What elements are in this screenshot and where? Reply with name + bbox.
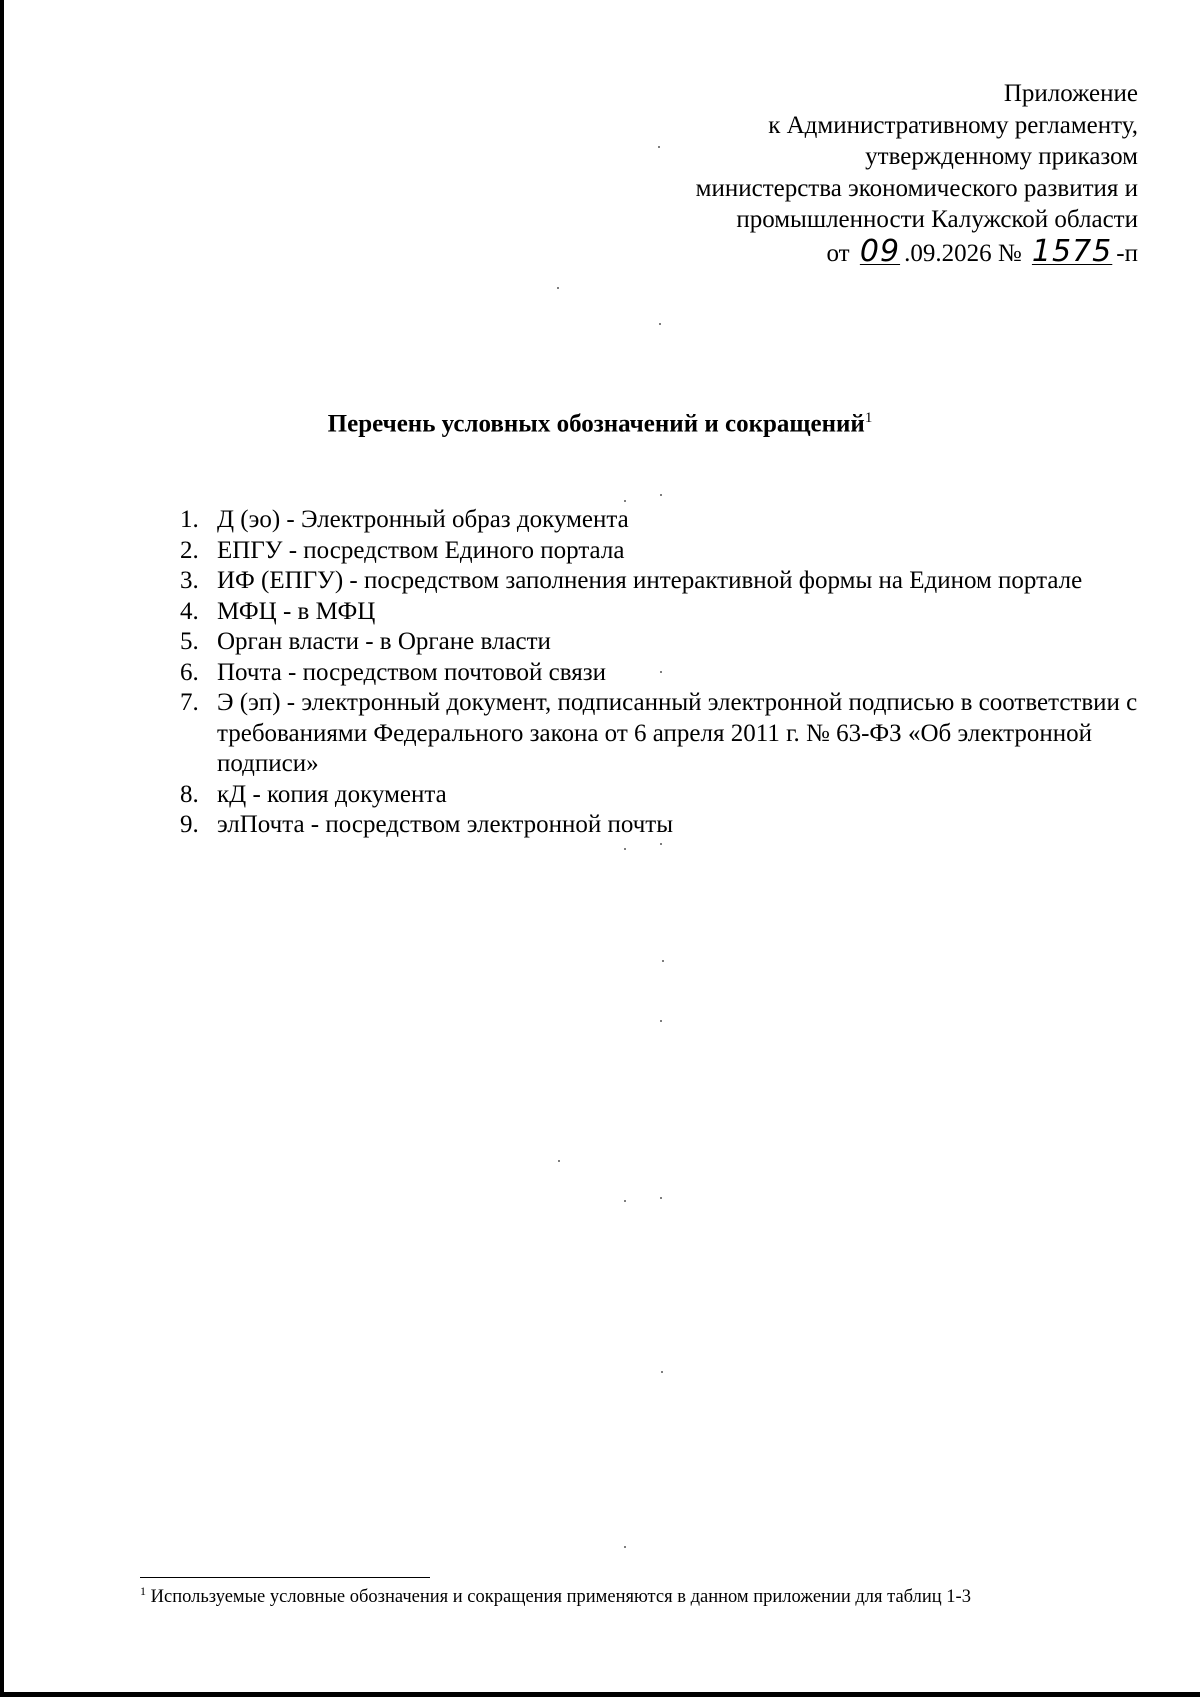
date-prefix: от — [826, 239, 850, 267]
item-number: 3. — [180, 567, 199, 594]
item-number: 1. — [180, 506, 199, 533]
appendix-header — [696, 78, 1138, 269]
order-date-line — [696, 233, 1138, 270]
item-text: ИФ (ЕПГУ) - посредством заполнения интерактивной формы на Едином портале — [217, 567, 1083, 594]
item-text: Э (эп) - электронный документ, подписанный электронной подписью в соответствии с требованиями Федерального закона от 6 апреля 2011 г. № 63-ФЗ «Об электронной подписи» — [217, 689, 1138, 777]
list-item — [180, 505, 1140, 536]
item-number: 4. — [180, 597, 199, 625]
scan-speck — [660, 1020, 662, 1022]
document-title — [0, 410, 1200, 438]
item-text: кД - копия документа — [217, 780, 447, 808]
scan-edge-bottom — [0, 1692, 1200, 1697]
scan-speck — [557, 287, 559, 289]
scan-speck — [659, 323, 661, 325]
scan-speck — [558, 1160, 560, 1162]
item-text: ЕПГУ - посредством Единого портала — [217, 536, 625, 564]
footnote-mark: 1 — [140, 1584, 146, 1598]
handwritten-day: 09 — [859, 233, 901, 269]
list-item — [180, 780, 1140, 811]
item-text: Орган власти - в Органе власти — [217, 628, 551, 655]
title-text: Перечень условных обозначений и сокращений — [327, 410, 865, 438]
handwritten-order-number: 1575 — [1031, 233, 1113, 269]
list-item — [180, 688, 1140, 780]
list-item — [180, 566, 1140, 597]
date-rest: .09.2026 № — [904, 239, 1022, 267]
scan-speck — [658, 146, 660, 148]
list-item — [180, 536, 1140, 567]
order-suffix: -п — [1116, 239, 1138, 267]
scan-speck — [624, 1546, 626, 1548]
item-number: 2. — [180, 536, 199, 564]
title-footnote-mark: 1 — [864, 410, 873, 426]
list-item — [180, 597, 1140, 628]
footnote-divider — [140, 1577, 430, 1578]
item-text: элПочта - посредством электронной почты — [217, 811, 674, 838]
item-number: 7. — [180, 689, 199, 716]
item-number: 9. — [180, 811, 199, 838]
header-line-2: к Административному регламенту, — [768, 111, 1138, 139]
list-item — [180, 627, 1140, 658]
scan-speck — [624, 848, 626, 850]
scan-edge-left — [0, 0, 4, 1697]
scan-speck — [624, 500, 626, 502]
scan-speck — [660, 671, 662, 673]
item-number: 8. — [180, 780, 199, 808]
header-line-3: утвержденному приказом — [865, 143, 1138, 170]
list-item — [180, 810, 1140, 841]
footnote — [140, 1584, 971, 1608]
item-text: Д (эо) - Электронный образ документа — [217, 506, 629, 533]
scan-speck — [660, 1197, 662, 1199]
item-number: 5. — [180, 628, 199, 655]
scan-speck — [660, 843, 662, 845]
item-text: Почта - посредством почтовой связи — [217, 658, 606, 686]
scan-speck — [661, 1371, 663, 1373]
scan-speck — [662, 960, 664, 962]
item-number: 6. — [180, 658, 199, 686]
header-line-4: министерства экономического развития и — [695, 174, 1138, 202]
footnote-text: Используемые условные обозначения и сокращения применяются в данном приложении для таблиц 1-3 — [146, 1587, 971, 1608]
header-line-1: Приложение — [1003, 80, 1138, 107]
item-text: МФЦ - в МФЦ — [217, 597, 376, 625]
header-line-5: промышленности Калужской области — [736, 206, 1138, 233]
scan-speck — [624, 1200, 626, 1202]
scan-speck — [660, 494, 662, 496]
